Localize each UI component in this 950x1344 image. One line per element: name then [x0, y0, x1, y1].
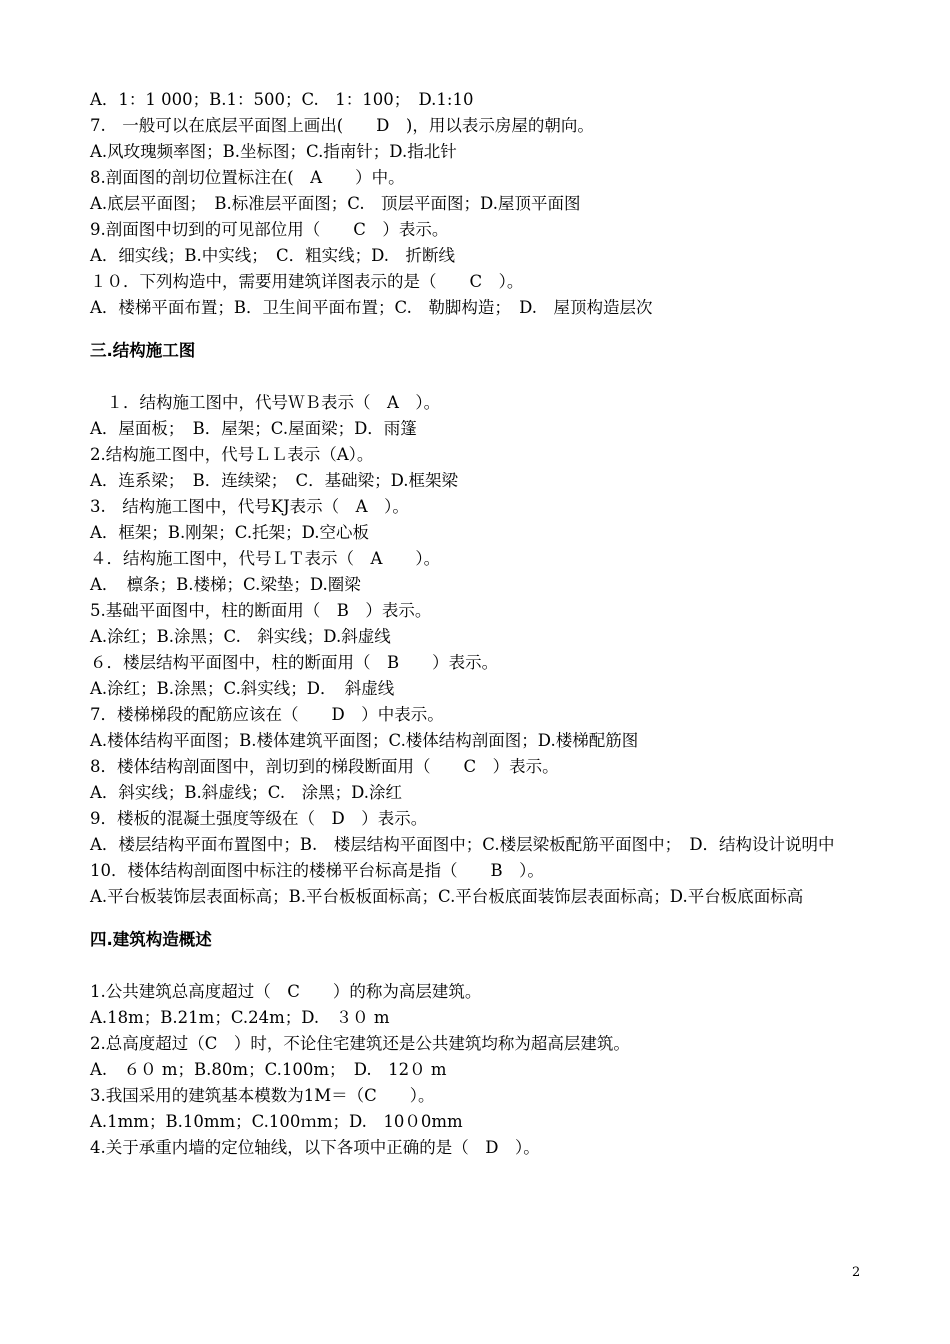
section-heading: 三.结构施工图: [90, 341, 196, 360]
section-two-tail: [90, 87, 870, 321]
question-line: 8.剖面图的剖切位置标注在( A ）中。: [90, 168, 405, 187]
options-line: A．细实线；B.中实线； C．粗实线；D. 折断线: [90, 246, 456, 265]
question-line: 8．楼体结构剖面图中，剖切到的梯段断面用（ C ）表示。: [90, 757, 559, 776]
options-line: A． 檩条；B.楼梯；C.梁垫；D.圈梁: [90, 575, 361, 594]
options-line: A.平台板装饰层表面标高；B.平台板板面标高；C.平台板底面装饰层表面标高；D.平台板底面标高: [90, 887, 804, 906]
question-line: 2.结构施工图中，代号ＬＬ表示（A）。: [90, 445, 374, 464]
question-line: 1.公共建筑总高度超过（ C ）的称为高层建筑。: [90, 982, 482, 1001]
options-line: A.涂红；B.涂黑；C. 斜实线；D.斜虚线: [90, 627, 391, 646]
question-line: 10．楼体结构剖面图中标注的楼梯平台标高是指（ B ）。: [90, 861, 544, 880]
options-line: A．连系梁； B．连续梁； C．基础梁；D.框架梁: [90, 471, 459, 490]
question-line: １０．下列构造中，需要用建筑详图表示的是（ C ）。: [90, 272, 524, 291]
question-line: 3.我国采用的建筑基本模数为1M＝（C ）。: [90, 1086, 435, 1105]
section-three-body: [90, 390, 870, 910]
question-line: １．结构施工图中，代号ＷＢ表示（ A ）。: [90, 393, 441, 412]
question-line: ６．楼层结构平面图中，柱的断面用（ B ）表示。: [90, 653, 499, 672]
question-line: 9.剖面图中切到的可见部位用（ C ）表示。: [90, 220, 449, 239]
options-line: A.1mm；B.10mm；C.100ｍm；D. 10０0mm: [90, 1112, 463, 1131]
question-line: 3. 结构施工图中，代号KJ表示（ A ）。: [90, 497, 409, 516]
options-line: A. ６０ m；B.80m；C.100m； D. 12０ m: [90, 1060, 447, 1079]
options-line: A.楼体结构平面图；B.楼体建筑平面图；C.楼体结构剖面图；D.楼梯配筋图: [90, 731, 639, 750]
section-four-body: [90, 979, 870, 1161]
page-content: [90, 87, 870, 1161]
options-line: A.底层平面图； B.标准层平面图；C. 顶层平面图；D.屋顶平面图: [90, 194, 581, 213]
options-line: A．斜实线；B.斜虚线；C. 涂黑；D.涂红: [90, 783, 402, 802]
options-line: A.18m；B.21m；C.24m；D. ３０ m: [90, 1008, 390, 1027]
options-line: A．楼梯平面布置；B．卫生间平面布置；C. 勒脚构造； D. 屋顶构造层次: [90, 298, 653, 317]
question-line: 7．楼梯梯段的配筋应该在（ D ）中表示。: [90, 705, 444, 724]
question-line: 9．楼板的混凝土强度等级在（ D ）表示。: [90, 809, 428, 828]
options-line: A.风玫瑰频率图；B.坐标图；C.指南针；D.指北针: [90, 142, 457, 161]
text-line: A．1：1 000；B.1：500；C. 1：100； D.1:10: [90, 90, 474, 109]
options-line: A．楼层结构平面布置图中；B. 楼层结构平面图中；C.楼层梁板配筋平面图中； D．结构设计说明中: [90, 835, 835, 854]
question-line: 7. 一般可以在底层平面图上画出( D )，用以表示房屋的朝向。: [90, 116, 594, 135]
question-line: 4.关于承重内墙的定位轴线，以下各项中正确的是（ D ）。: [90, 1138, 540, 1157]
section-heading: 四.建筑构造概述: [90, 930, 212, 949]
options-line: A．框架；B.刚架；C.托架；D.空心板: [90, 523, 369, 542]
options-line: A.涂红；B.涂黑；C.斜实线；D． 斜虚线: [90, 679, 395, 698]
question-line: 2.总高度超过（C ）时，不论住宅建筑还是公共建筑均称为超高层建筑。: [90, 1034, 630, 1053]
page-number: 2: [852, 1265, 861, 1280]
question-line: ４．结构施工图中，代号ＬＴ表示（ A ）。: [90, 549, 441, 568]
options-line: A．屋面板； B．屋架；C.屋面梁；D．雨篷: [90, 419, 417, 438]
question-line: 5.基础平面图中，柱的断面用（ B ）表示。: [90, 601, 432, 620]
